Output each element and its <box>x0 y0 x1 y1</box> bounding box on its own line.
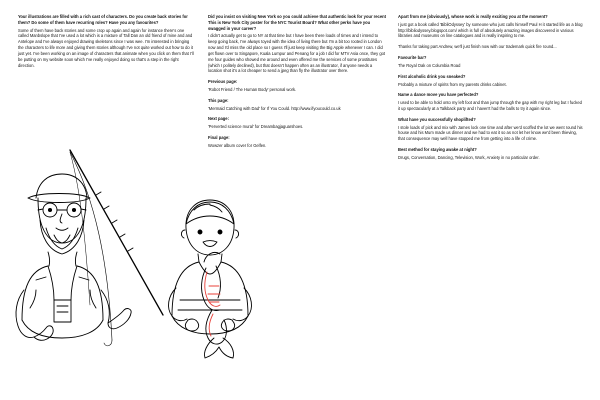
answer-text: I used to be able to hold onto my left foot and than jump through the gap with my right leg but I fucked it up spectacularly at a Talkback party and I haven't had the balls to try it again since. <box>398 100 582 111</box>
caption-body: 'Perverted science mural' for Dreambagjaguarshoes. <box>208 124 304 130</box>
text-column-middle <box>208 14 386 154</box>
answer-text: I stole loads of pick and mix with James lock one time and after we'd scoffed the lot we went round his house and his Mum made us dinner and we had to eat it so as not let her know we'd been thieving, that consequence may well have stopped me from getting into a life of crime. <box>398 124 583 142</box>
question-text: Your illustrations are filled with a rich cast of characters. Do you create back stories for them? Do some of them have recurring roles? Have you any favourites? <box>18 14 188 25</box>
answer-text: The Royal Oak on Columbia Road <box>398 62 461 68</box>
text-column-right <box>398 14 584 166</box>
question-text: First alcoholic drink you sneaked? <box>398 73 466 79</box>
question-text: What have you successfully shoplifted? <box>398 116 476 122</box>
caption-body: 'Robot Friend / The Human Body' personal work. <box>208 86 297 92</box>
answer-text: I just got a book called 'BibliOdyssey' by someone who just calls himself Paul H it started life as a blog http://bibliodyssey.blogspot.com/ which is full of absolutely amazing images discovered in various libraries and museums on line catalogues and is really inspiring to me. <box>398 21 583 39</box>
text-column-left <box>18 14 196 73</box>
mermaid-catching-with-dad-illustration <box>0 140 600 390</box>
answer-text: I didn't actually get to go to NY at that time but I have been there loads of times and I intend to keep going back, I've always toyed with the idea of living there but I'm a bit too rooted in London now and I'd miss the old place so I guess I'll just keep visiting the Big Apple whenever I can. I did get flown over to Singapore, Kuala Lumpur and Penang for a job I did for MTV Asia once, they got me four guides who showed me around and even offered me the services of some prostitutes (which I politely declined), but that doesn't happen often as an illustrator, if anyone needs a location shot it's a lot cheaper to send a jpeg than fly the illustrator over there. <box>208 33 386 74</box>
question-text: Favourite bar? <box>398 55 427 61</box>
caption-previous-page <box>208 79 386 93</box>
caption-heading: Final page: <box>208 135 230 140</box>
answer-text: Probably a mixture of spirits from my parents drinks cabinet. <box>398 81 507 87</box>
caption-heading: Next page: <box>208 116 229 122</box>
question-text: Apart from me (obviously), whose work is really exciting you at the moment? <box>398 14 548 19</box>
caption-heading: Previous page: <box>208 79 238 85</box>
caption-body: 'Mermaid Catching with Dad' for If You Could. http://www.ifyoucould.co.uk <box>208 105 341 111</box>
question-text: Best method for staying awake at night? <box>398 147 477 152</box>
caption-final-page <box>208 135 386 149</box>
question-text: Did you insist on visiting New York so you could achieve that authentic look for your recent This is New York City poster for the NYC Tourist Board? What other perks have you swagged in your career? <box>208 14 386 31</box>
question-text: Name a dance move you have perfected? <box>398 92 479 98</box>
caption-heading: This page: <box>208 97 229 103</box>
closing-note: Thanks for taking part Andrew, we'll just finish now with our trademark quick fire round... <box>398 44 557 50</box>
caption-this-page <box>208 98 386 112</box>
answer-text: Some of them have back stories and some crop up again and again for instance there's one called Manbslope that I've used a lot which is a mixture of Tall Dan an old friend of mine and and Antelope and I've always enjoyed drawing skeletons since I was wee. I'm interested in bringing the characters to life more and giving them stories although I've not quite worked out how to do it just yet. I've been working on an image of characters that animate when you click on them that I'll be putting on my website soon which I've really enjoyed doing so that's a step in the right direction. <box>18 27 194 68</box>
answer-text: Drugs, Conversation, Dancing, Television, Work, Anxiety in no particular order. <box>398 154 540 160</box>
caption-body: Wowzer album cover for Gelfen. <box>208 142 267 148</box>
caption-next-page <box>208 116 386 130</box>
